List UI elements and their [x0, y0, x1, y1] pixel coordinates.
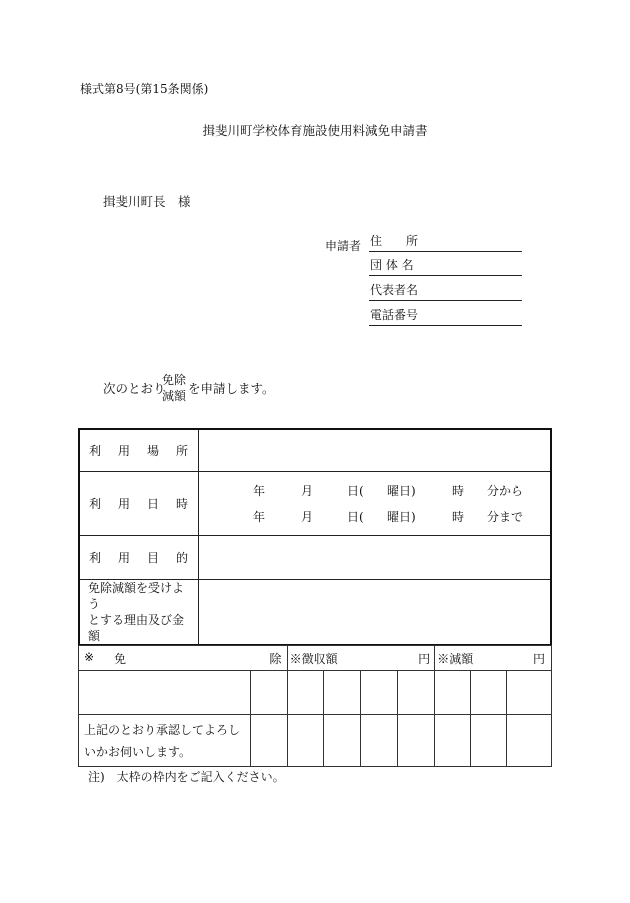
stamp-cell[interactable]	[250, 715, 287, 767]
stamp-cell[interactable]	[361, 671, 398, 715]
place-char: 場	[146, 443, 159, 458]
footnote: 注) 太枠の枠内をご記入ください。	[88, 770, 285, 784]
stamp-cell[interactable]	[398, 715, 435, 767]
addressee: 揖斐川町長 様	[103, 194, 191, 209]
address-field[interactable]	[369, 233, 522, 252]
exemption-char: 除	[269, 651, 282, 666]
purpose-char: 的	[175, 550, 188, 565]
datetime-end-row	[199, 503, 550, 529]
organization-label: 団 体 名	[370, 258, 414, 272]
stamp-cell[interactable]	[471, 715, 507, 767]
place-label-cell	[79, 429, 199, 471]
phone-field[interactable]	[369, 307, 522, 326]
datetime-char: 用	[117, 496, 130, 511]
place-input[interactable]	[199, 429, 552, 471]
request-option-reduction: 減額	[162, 389, 187, 403]
reduction-amount-header	[435, 646, 552, 671]
approval-line1: 上記のとおり承認してよろし	[84, 722, 241, 737]
place-char: 所	[175, 443, 188, 458]
reason-label-cell	[79, 579, 199, 645]
purpose-char: 利	[89, 550, 102, 565]
stamp-cell[interactable]	[435, 671, 471, 715]
weekday-unit: 曜日)	[387, 484, 416, 498]
stamp-cell[interactable]	[250, 671, 287, 715]
request-option-stack	[162, 372, 186, 404]
datetime-label-cell	[79, 471, 199, 535]
stamp-cell[interactable]	[507, 671, 552, 715]
purpose-label-cell	[79, 535, 199, 579]
purpose-char: 用	[117, 550, 130, 565]
official-use-table	[78, 645, 552, 767]
representative-field[interactable]	[369, 282, 522, 301]
address-label: 住 所	[370, 234, 419, 248]
reduction-unit: 円	[532, 651, 545, 666]
approval-line2: いかお伺いします。	[84, 744, 192, 759]
collected-label: ※徴収額	[289, 651, 338, 666]
usage-table	[78, 428, 552, 646]
place-char: 用	[117, 443, 130, 458]
stamp-cell[interactable]	[324, 715, 361, 767]
minute-from-unit: 分から	[487, 484, 524, 498]
official-blank	[79, 671, 251, 715]
datetime-char: 利	[89, 496, 102, 511]
minute-to-unit: 分まで	[487, 510, 524, 524]
applicant-label: 申請者	[325, 239, 362, 253]
exemption-char: 免	[114, 651, 127, 666]
form-number: 様式第8号(第15条関係)	[80, 82, 209, 96]
datetime-char: 時	[175, 496, 188, 511]
year-unit: 年	[253, 510, 266, 524]
purpose-char: 目	[146, 550, 159, 565]
representative-label: 代表者名	[370, 283, 419, 297]
day-unit: 日(	[347, 484, 364, 498]
place-char: 利	[89, 443, 102, 458]
hour-unit: 時	[452, 510, 465, 524]
datetime-input[interactable]	[199, 471, 552, 535]
day-unit: 日(	[347, 510, 364, 524]
month-unit: 月	[301, 510, 314, 524]
collected-amount-header	[287, 646, 435, 671]
exemption-header	[79, 646, 288, 671]
datetime-start-row	[199, 477, 550, 503]
phone-label: 電話番号	[370, 308, 419, 322]
month-unit: 月	[301, 484, 314, 498]
collected-unit: 円	[418, 651, 431, 666]
stamp-cell[interactable]	[398, 671, 435, 715]
stamp-cell[interactable]	[324, 671, 361, 715]
mark: ※	[84, 649, 95, 664]
request-suffix: を申請します。	[188, 381, 275, 396]
form-title: 揖斐川町学校体育施設使用料減免申請書	[202, 123, 428, 138]
approval-text-cell	[79, 715, 251, 767]
organization-field[interactable]	[369, 257, 522, 276]
stamp-cell[interactable]	[287, 671, 324, 715]
reduction-label: ※減額	[437, 651, 474, 666]
stamp-cell[interactable]	[471, 671, 507, 715]
weekday-unit: 曜日)	[387, 510, 416, 524]
reason-input[interactable]	[199, 579, 552, 645]
stamp-cell[interactable]	[287, 715, 324, 767]
year-unit: 年	[253, 484, 266, 498]
stamp-cell[interactable]	[435, 715, 471, 767]
purpose-input[interactable]	[199, 535, 552, 579]
reason-label-line2: とする理由及び金額	[88, 612, 185, 643]
hour-unit: 時	[452, 484, 465, 498]
request-prefix: 次のとおり	[103, 381, 166, 396]
stamp-cell[interactable]	[507, 715, 552, 767]
stamp-cell[interactable]	[361, 715, 398, 767]
request-option-exemption: 免除	[162, 373, 187, 387]
reason-label-line1: 免除減額を受けよう	[88, 580, 185, 611]
datetime-char: 日	[146, 496, 159, 511]
